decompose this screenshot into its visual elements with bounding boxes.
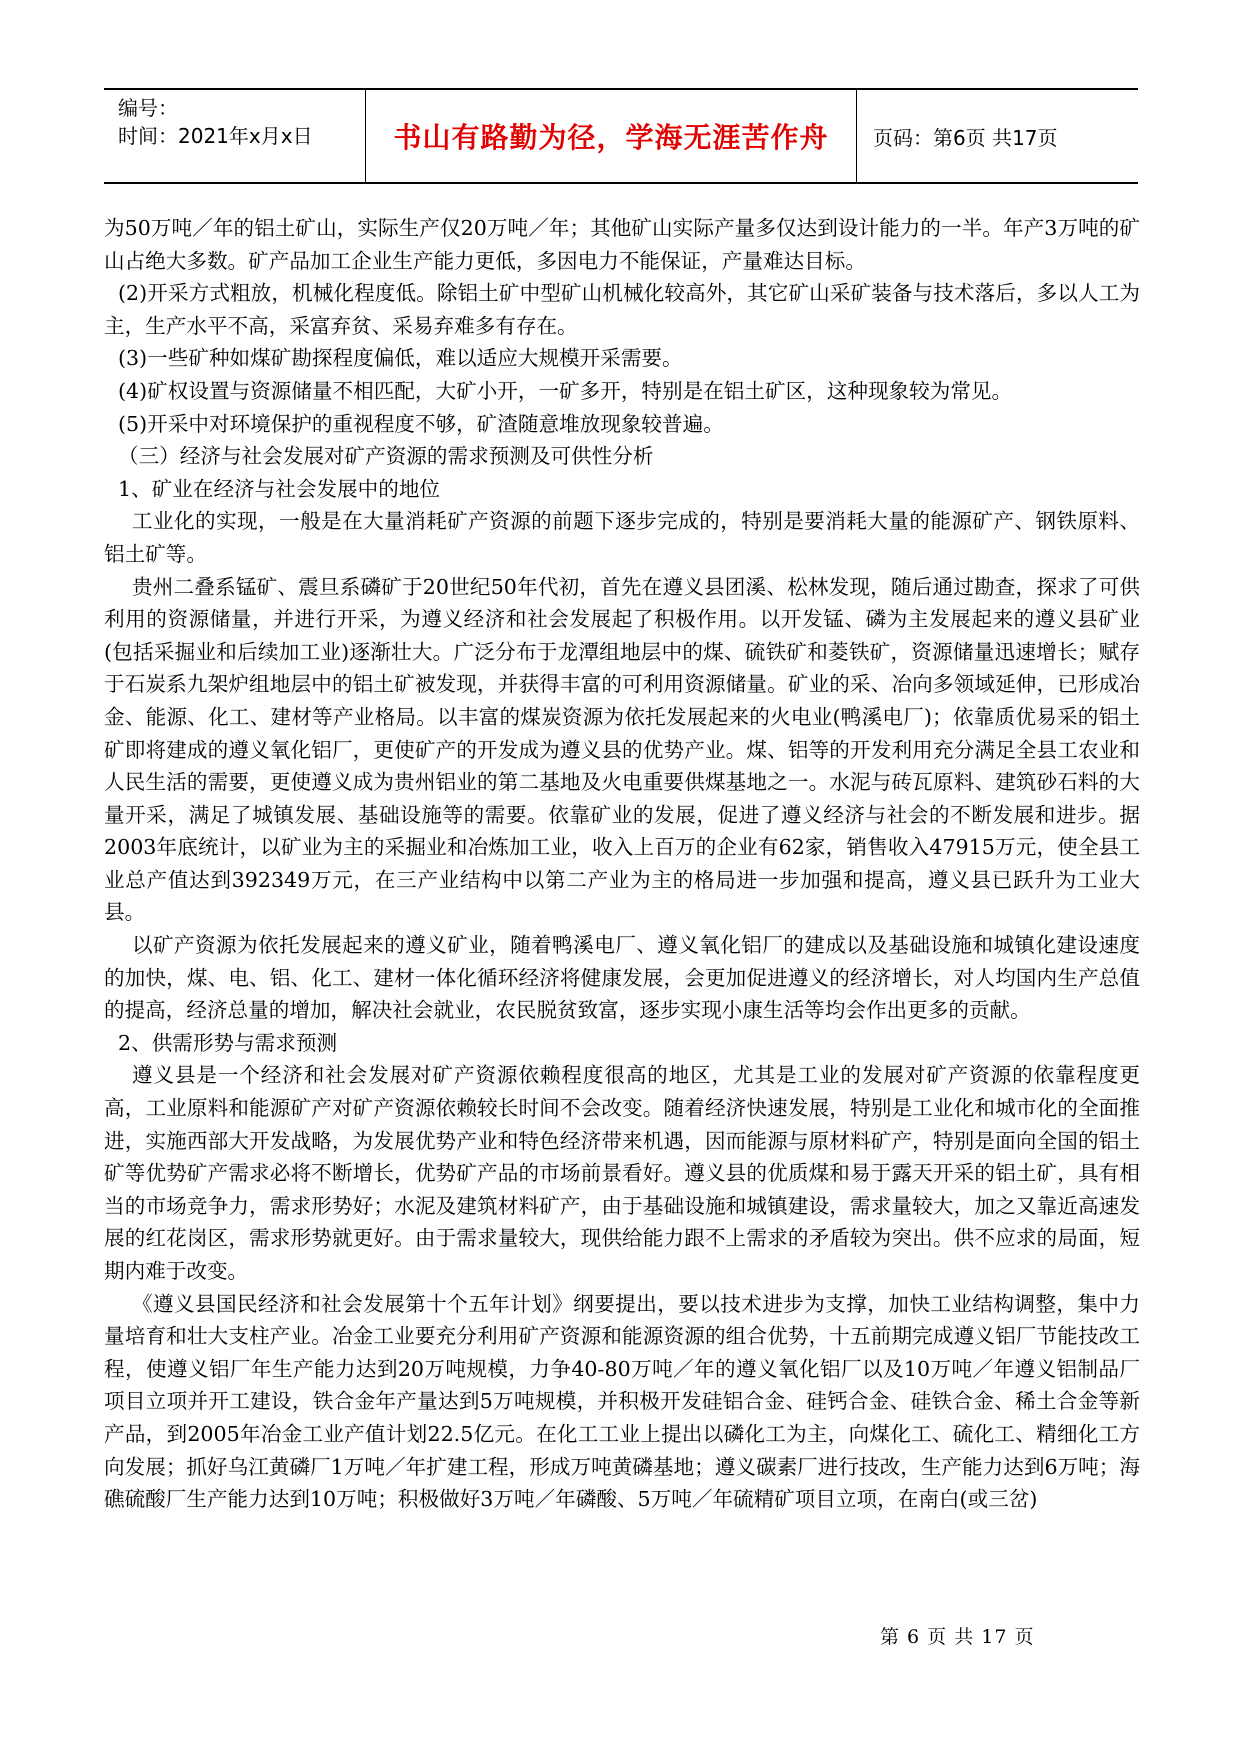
document-number-label: 编号： xyxy=(118,96,178,120)
paragraph: 为50万吨／年的铝土矿山，实际生产仅20万吨／年；其他矿山实际产量多仅达到设计能力的一半。年产3万吨的矿山占绝大多数。矿产品加工企业生产能力更低，多因电力不能保证，产量难达目标。 xyxy=(104,216,1140,273)
page-header xyxy=(104,88,1138,184)
header-page-label: 页码：第6页 共17页 xyxy=(873,125,1058,150)
paragraph: (3)一些矿种如煤矿勘探程度偏低，难以适应大规模开采需要。 xyxy=(118,346,683,371)
paragraph: (5)开采中对环境保护的重视程度不够，矿渣随意堆放现象较普遍。 xyxy=(118,411,724,436)
header-meta-cell xyxy=(104,90,366,182)
subsection-heading: 1、矿业在经济与社会发展中的地位 xyxy=(118,476,441,501)
document-body xyxy=(104,212,1140,1516)
paragraph: 遵义县是一个经济和社会发展对矿产资源依赖程度很高的地区，尤其是工业的发展对矿产资源的依靠程度更高，工业原料和能源矿产对矿产资源依赖较长时间不会改变。随着经济快速发展，特别是工业化和城市化的全面推进，实施西部大开发战略，为发展优势产业和特色经济带来机遇，因而能源与原材料矿产，特别是面向全国的铝土矿等优势矿产需求必将不断增长，优势矿产品的市场前景看好。遵义县的优质煤和易于露天开采的铝土矿，具有相当的市场竞争力，需求形势好；水泥及建筑材料矿产，由于基础设施和城镇建设，需求量较大，加之又靠近高速发展的红花岗区，需求形势就更好。由于需求量较大，现供给能力跟不上需求的矛盾较为突出。供不应求的局面，短期内难于改变。 xyxy=(104,1063,1140,1283)
subsection-heading: 2、供需形势与需求预测 xyxy=(118,1030,338,1055)
paragraph: 贵州二叠系锰矿、震旦系磷矿于20世纪50年代初，首先在遵义县团溪、松林发现，随后通过勘查，探求了可供利用的资源储量，并进行开采，为遵义经济和社会发展起了积极作用。以开发锰、磷为主发展起来的遵义县矿业(包括采掘业和后续加工业)逐渐壮大。广泛分布于龙潭组地层中的煤、硫铁矿和菱铁矿，资源储量迅速增长；赋存于石炭系九架炉组地层中的铝土矿被发现，并获得丰富的可利用资源储量。矿业的采、冶向多领域延伸，已形成冶金、能源、化工、建材等产业格局。以丰富的煤炭资源为依托发展起来的火电业(鸭溪电厂)；依靠质优易采的铝土矿即将建成的遵义氧化铝厂，更使矿产的开发成为遵义县的优势产业。煤、铝等的开发利用充分满足全县工农业和人民生活的需要，更使遵义成为贵州铝业的第二基地及火电重要供煤基地之一。水泥与砖瓦原料、建筑砂石料的大量开采，满足了城镇发展、基础设施等的需要。依靠矿业的发展，促进了遵义经济与社会的不断发展和进步。据2003年底统计，以矿业为主的采掘业和冶炼加工业，收入上百万的企业有62家，销售收入47915万元，使全县工业总产值达到392349万元，在三产业结构中以第二产业为主的格局进一步加强和提高，遵义县已跃升为工业大县。 xyxy=(104,574,1140,925)
document-time-label: 时间：2021年x月x日 xyxy=(118,124,313,148)
paragraph: 以矿产资源为依托发展起来的遵义矿业，随着鸭溪电厂、遵义氧化铝厂的建成以及基础设施和城镇化建设速度的加快，煤、电、铝、化工、建材一体化循环经济将健康发展，会更加促进遵义的经济增长，对人均国内生产总值的提高，经济总量的增加，解决社会就业，农民脱贫致富，逐步实现小康生活等均会作出更多的贡献。 xyxy=(104,933,1140,1023)
paragraph: 工业化的实现，一般是在大量消耗矿产资源的前题下逐步完成的，特别是要消耗大量的能源矿产、钢铁原料、铝土矿等。 xyxy=(104,509,1140,566)
header-motto: 书山有路勤为径，学海无涯苦作舟 xyxy=(366,90,857,182)
paragraph: (4)矿权设置与资源储量不相匹配，大矿小开，一矿多开，特别是在铝土矿区，这种现象较为常见。 xyxy=(118,378,1013,403)
paragraph: 《遵义县国民经济和社会发展第十个五年计划》纲要提出，要以技术进步为支撑，加快工业结构调整，集中力量培育和壮大支柱产业。冶金工业要充分利用矿产资源和能源资源的组合优势，十五前期完成遵义铝厂节能技改工程，使遵义铝厂年生产能力达到20万吨规模，力争40-80万吨／年的遵义氧化铝厂以及10万吨／年遵义铝制品厂项目立项并开工建设，铁合金年产量达到5万吨规模，并积极开发硅铝合金、硅钙合金、硅铁合金、稀土合金等新产品，到2005年冶金工业产值计划22.5亿元。在化工工业上提出以磷化工为主，向煤化工、硫化工、精细化工方向发展；抓好乌江黄磷厂1万吨／年扩建工程，形成万吨黄磷基地；遵义碳素厂进行技改，生产能力达到6万吨；海礁硫酸厂生产能力达到10万吨；积极做好3万吨／年磷酸、5万吨／年硫精矿项目立项，在南白(或三岔) xyxy=(104,1291,1140,1512)
section-heading: （三）经济与社会发展对矿产资源的需求预测及可供性分析 xyxy=(118,444,654,469)
paragraph: (2)开采方式粗放，机械化程度低。除铝土矿中型矿山机械化较高外，其它矿山采矿装备与技术落后，多以人工为主，生产水平不高，采富弃贫、采易弃难多有存在。 xyxy=(104,281,1140,338)
page-footer: 第 6 页 共 17 页 xyxy=(880,1626,1035,1648)
